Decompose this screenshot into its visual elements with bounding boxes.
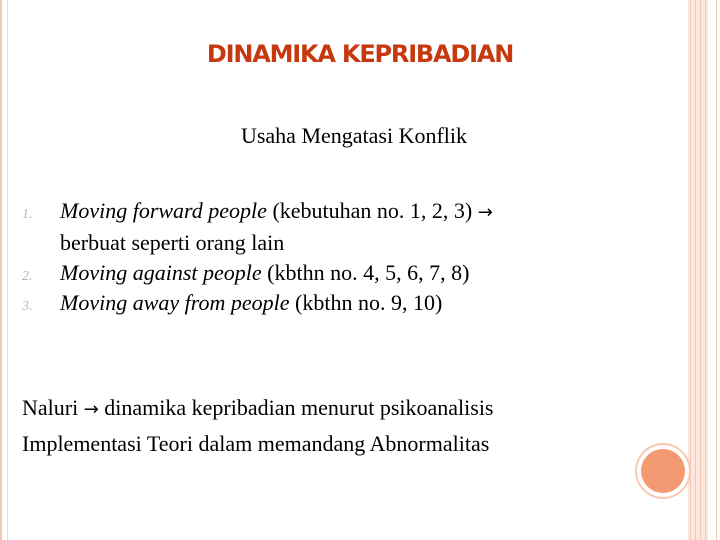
list-number-1: 1. <box>22 207 33 222</box>
list-item-2-detail: (kbthn no. 4, 5, 6, 7, 8) <box>261 260 470 285</box>
arrow-right-icon: → <box>477 202 493 223</box>
frame-line-right-3 <box>700 0 701 540</box>
list-number-3: 3. <box>22 299 33 314</box>
frame-line-left <box>7 0 8 540</box>
list-item-2 <box>22 258 672 288</box>
arrow-right-icon: → <box>83 399 99 420</box>
body-paragraphs <box>22 391 672 461</box>
paragraph-implementasi: Implementasi Teori dalam memandang Abnormalitas <box>22 431 490 456</box>
frame-line-edge <box>716 0 717 540</box>
slide-title: DINAMIKA KEPRIBADIAN <box>206 40 514 68</box>
list-item-1 <box>22 196 672 258</box>
list-item-1-emphasis: Moving forward people <box>60 198 267 223</box>
conflict-list <box>22 196 672 318</box>
list-item-3-detail: (kbthn no. 9, 10) <box>289 290 443 315</box>
list-item-1-detail: (kebutuhan no. 1, 2, 3) <box>266 198 478 223</box>
frame-line-right-1 <box>690 0 691 540</box>
frame-line-right-4 <box>705 0 706 540</box>
list-item-2-emphasis: Moving against people <box>60 260 262 285</box>
list-item-3-emphasis: Moving away from people <box>60 290 290 315</box>
list-item-1-continuation: berbuat seperti orang lain <box>60 230 285 255</box>
paragraph-1-end: dinamika kepribadian menurut psikoanalisis <box>98 395 494 420</box>
slide-subtitle: Usaha Mengatasi Konflik <box>240 123 468 148</box>
list-item-3 <box>22 288 672 318</box>
paragraph-naluri <box>22 391 672 427</box>
paragraph-1-start: Naluri <box>22 395 84 420</box>
frame-line-right-2 <box>695 0 696 540</box>
list-number-2: 2. <box>22 269 33 284</box>
